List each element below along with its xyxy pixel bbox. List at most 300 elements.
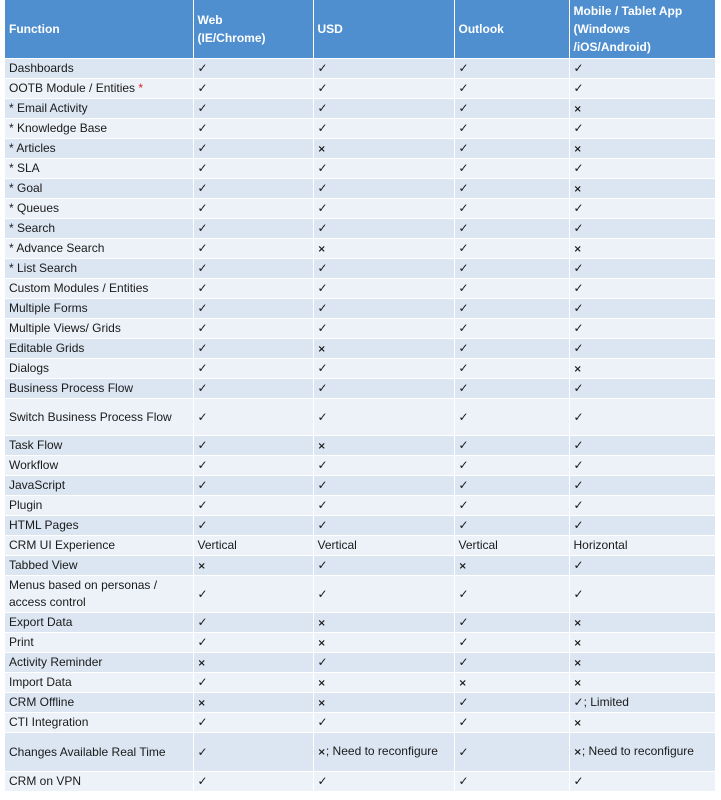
function-label: JavaScript bbox=[9, 478, 66, 492]
support-cell bbox=[454, 359, 569, 379]
check-icon: ✓ bbox=[317, 281, 328, 295]
check-icon: ✓ bbox=[317, 715, 328, 729]
check-icon: ✓ bbox=[197, 181, 208, 195]
support-cell bbox=[193, 496, 313, 516]
check-icon: ✓ bbox=[458, 221, 469, 235]
check-icon: ✓ bbox=[573, 438, 584, 452]
function-label: * Articles bbox=[9, 141, 56, 155]
support-cell bbox=[569, 359, 715, 379]
check-icon: ✓ bbox=[458, 181, 469, 195]
support-cell bbox=[193, 733, 313, 772]
support-cell bbox=[193, 436, 313, 456]
support-cell bbox=[454, 319, 569, 339]
cross-icon: × bbox=[317, 617, 326, 629]
check-icon: ✓ bbox=[317, 586, 328, 601]
feature-comparison-table bbox=[5, 0, 716, 792]
function-cell bbox=[5, 99, 193, 119]
check-icon: ✓ bbox=[573, 201, 584, 215]
support-cell bbox=[454, 119, 569, 139]
header-row bbox=[5, 0, 715, 59]
check-icon: ✓ bbox=[197, 281, 208, 295]
cross-icon: × bbox=[197, 697, 206, 709]
check-icon: ✓ bbox=[458, 715, 469, 729]
function-cell bbox=[5, 339, 193, 359]
table-row bbox=[5, 733, 715, 772]
function-label: Workflow bbox=[9, 458, 59, 472]
support-cell bbox=[454, 576, 569, 613]
support-cell bbox=[313, 279, 454, 299]
table-row bbox=[5, 199, 715, 219]
check-icon: ✓ bbox=[197, 774, 208, 788]
check-icon: ✓ bbox=[317, 121, 328, 135]
cross-icon: × bbox=[573, 183, 582, 195]
header-line: Outlook bbox=[458, 22, 504, 36]
function-label: Menus based on personas / access control bbox=[9, 578, 158, 609]
function-cell bbox=[5, 139, 193, 159]
header-usd bbox=[313, 0, 454, 59]
check-icon: ✓ bbox=[573, 498, 584, 512]
header-line: (Windows bbox=[573, 22, 631, 36]
function-cell bbox=[5, 379, 193, 399]
support-cell bbox=[569, 319, 715, 339]
support-cell bbox=[313, 713, 454, 733]
support-cell bbox=[193, 713, 313, 733]
function-label: CRM UI Experience bbox=[9, 538, 116, 552]
function-label: * Advance Search bbox=[9, 241, 105, 255]
function-label: Print bbox=[9, 635, 34, 649]
table-row bbox=[5, 339, 715, 359]
function-cell bbox=[5, 536, 193, 556]
check-icon: ✓ bbox=[458, 201, 469, 215]
support-cell bbox=[313, 436, 454, 456]
support-cell bbox=[454, 259, 569, 279]
support-cell bbox=[313, 399, 454, 436]
check-icon: ✓ bbox=[197, 744, 208, 759]
check-icon: ✓ bbox=[197, 241, 208, 255]
header-line: Mobile / Tablet App bbox=[573, 4, 683, 18]
support-cell bbox=[313, 99, 454, 119]
support-cell bbox=[569, 576, 715, 613]
support-cell bbox=[193, 653, 313, 673]
support-cell bbox=[569, 653, 715, 673]
check-icon: ✓ bbox=[197, 161, 208, 175]
support-cell bbox=[313, 299, 454, 319]
function-cell bbox=[5, 556, 193, 576]
check-icon: ✓ bbox=[573, 121, 584, 135]
table-row bbox=[5, 239, 715, 259]
function-label: Editable Grids bbox=[9, 341, 85, 355]
support-cell bbox=[454, 399, 569, 436]
table-row bbox=[5, 456, 715, 476]
check-icon: ✓ bbox=[573, 321, 584, 335]
header-line: Function bbox=[9, 22, 60, 36]
support-cell bbox=[193, 556, 313, 576]
support-cell bbox=[193, 693, 313, 713]
support-cell bbox=[193, 399, 313, 436]
check-icon: ✓ bbox=[317, 221, 328, 235]
table-row bbox=[5, 516, 715, 536]
support-cell bbox=[193, 239, 313, 259]
support-cell bbox=[569, 139, 715, 159]
function-label: * Email Activity bbox=[9, 101, 88, 115]
function-cell bbox=[5, 673, 193, 693]
check-icon: ✓ bbox=[458, 341, 469, 355]
support-cell bbox=[193, 119, 313, 139]
support-cell bbox=[454, 456, 569, 476]
function-label: Task Flow bbox=[9, 438, 63, 452]
function-label: * Queues bbox=[9, 201, 60, 215]
support-cell bbox=[193, 99, 313, 119]
support-cell bbox=[454, 693, 569, 713]
check-icon: ✓ bbox=[573, 61, 584, 75]
value-cell: Vertical bbox=[454, 536, 569, 556]
check-icon: ✓ bbox=[317, 381, 328, 395]
cross-icon: × bbox=[573, 677, 582, 689]
table-row bbox=[5, 399, 715, 436]
check-icon: ✓ bbox=[317, 201, 328, 215]
check-icon: ✓ bbox=[458, 586, 469, 601]
check-icon: ✓ bbox=[317, 498, 328, 512]
support-cell bbox=[454, 179, 569, 199]
support-cell bbox=[313, 673, 454, 693]
check-icon: ✓ bbox=[458, 141, 469, 155]
function-cell bbox=[5, 79, 193, 99]
table-row bbox=[5, 119, 715, 139]
table-row bbox=[5, 139, 715, 159]
table-row bbox=[5, 299, 715, 319]
cross-icon: × bbox=[573, 617, 582, 629]
check-icon: ✓ bbox=[573, 695, 584, 709]
function-cell bbox=[5, 772, 193, 792]
support-cell bbox=[454, 159, 569, 179]
check-icon: ✓ bbox=[573, 478, 584, 492]
check-icon: ✓ bbox=[458, 321, 469, 335]
check-icon: ✓ bbox=[458, 101, 469, 115]
table-row bbox=[5, 713, 715, 733]
cross-icon: × bbox=[458, 677, 467, 689]
function-cell bbox=[5, 259, 193, 279]
check-icon: ✓ bbox=[458, 281, 469, 295]
support-cell bbox=[569, 199, 715, 219]
support-cell bbox=[193, 259, 313, 279]
check-icon: ✓ bbox=[197, 121, 208, 135]
cross-icon: × bbox=[573, 747, 582, 758]
support-cell bbox=[193, 159, 313, 179]
function-cell bbox=[5, 653, 193, 673]
support-cell bbox=[313, 576, 454, 613]
check-icon: ✓ bbox=[317, 81, 328, 95]
check-icon: ✓ bbox=[573, 161, 584, 175]
check-icon: ✓ bbox=[197, 201, 208, 215]
support-cell bbox=[454, 99, 569, 119]
check-icon: ✓ bbox=[197, 635, 208, 649]
function-cell bbox=[5, 713, 193, 733]
support-cell bbox=[313, 379, 454, 399]
check-icon: ✓ bbox=[317, 61, 328, 75]
check-icon: ✓ bbox=[317, 181, 328, 195]
support-cell bbox=[313, 239, 454, 259]
support-cell bbox=[193, 379, 313, 399]
support-cell bbox=[569, 693, 715, 713]
cross-icon: × bbox=[573, 363, 582, 375]
support-cell bbox=[569, 613, 715, 633]
function-cell bbox=[5, 199, 193, 219]
check-icon: ✓ bbox=[458, 301, 469, 315]
table-row bbox=[5, 496, 715, 516]
function-label: Business Process Flow bbox=[9, 381, 134, 395]
support-cell bbox=[454, 59, 569, 79]
table-row bbox=[5, 379, 715, 399]
function-cell bbox=[5, 693, 193, 713]
function-label: Export Data bbox=[9, 615, 73, 629]
support-cell bbox=[569, 79, 715, 99]
support-cell bbox=[454, 199, 569, 219]
required-asterisk: * bbox=[138, 81, 144, 95]
check-icon: ✓ bbox=[317, 409, 328, 424]
check-icon: ✓ bbox=[317, 321, 328, 335]
support-cell bbox=[569, 399, 715, 436]
cross-icon: × bbox=[317, 697, 326, 709]
function-label: Dialogs bbox=[9, 361, 50, 375]
support-cell bbox=[313, 339, 454, 359]
cross-icon: × bbox=[317, 343, 326, 355]
support-cell bbox=[569, 556, 715, 576]
function-cell bbox=[5, 476, 193, 496]
function-cell bbox=[5, 496, 193, 516]
function-cell bbox=[5, 516, 193, 536]
table-row bbox=[5, 772, 715, 792]
table-row bbox=[5, 476, 715, 496]
support-cell bbox=[193, 576, 313, 613]
support-cell bbox=[313, 359, 454, 379]
support-cell bbox=[313, 219, 454, 239]
check-icon: ✓ bbox=[317, 774, 328, 788]
function-label: Dashboards bbox=[9, 61, 74, 75]
function-cell bbox=[5, 633, 193, 653]
check-icon: ✓ bbox=[458, 381, 469, 395]
function-label: HTML Pages bbox=[9, 518, 79, 532]
function-cell bbox=[5, 456, 193, 476]
function-cell bbox=[5, 159, 193, 179]
table-row bbox=[5, 219, 715, 239]
check-icon: ✓ bbox=[458, 774, 469, 788]
function-label: Custom Modules / Entities bbox=[9, 281, 149, 295]
cross-icon: × bbox=[317, 747, 326, 758]
support-cell bbox=[193, 359, 313, 379]
table-body bbox=[5, 59, 715, 792]
support-cell bbox=[313, 259, 454, 279]
support-cell bbox=[313, 556, 454, 576]
function-cell bbox=[5, 59, 193, 79]
check-icon: ✓ bbox=[197, 221, 208, 235]
check-icon: ✓ bbox=[573, 558, 584, 572]
support-cell bbox=[313, 772, 454, 792]
check-icon: ✓ bbox=[197, 586, 208, 601]
check-icon: ✓ bbox=[197, 81, 208, 95]
function-cell bbox=[5, 179, 193, 199]
header-line: (IE/Chrome) bbox=[197, 31, 266, 45]
cross-icon: × bbox=[573, 103, 582, 115]
header-web bbox=[193, 0, 313, 59]
function-label: Plugin bbox=[9, 498, 43, 512]
support-cell bbox=[454, 339, 569, 359]
table-row bbox=[5, 79, 715, 99]
check-icon: ✓ bbox=[317, 655, 328, 669]
check-icon: ✓ bbox=[573, 409, 584, 424]
check-icon: ✓ bbox=[317, 558, 328, 572]
support-cell bbox=[313, 79, 454, 99]
support-cell bbox=[569, 713, 715, 733]
support-cell bbox=[454, 516, 569, 536]
table-row bbox=[5, 159, 715, 179]
function-cell bbox=[5, 576, 193, 613]
support-cell bbox=[569, 633, 715, 653]
cross-icon: × bbox=[317, 143, 326, 155]
support-cell bbox=[313, 653, 454, 673]
header-mobile bbox=[569, 0, 715, 59]
support-cell bbox=[193, 476, 313, 496]
header-line: /iOS/Android) bbox=[573, 40, 651, 54]
support-cell bbox=[193, 456, 313, 476]
check-icon: ✓ bbox=[197, 341, 208, 355]
support-cell bbox=[569, 496, 715, 516]
function-label: * List Search bbox=[9, 261, 78, 275]
header-outlook bbox=[454, 0, 569, 59]
table-row bbox=[5, 279, 715, 299]
function-label: * Goal bbox=[9, 181, 43, 195]
function-label: Changes Available Real Time bbox=[9, 744, 166, 759]
check-icon: ✓ bbox=[458, 695, 469, 709]
support-cell bbox=[569, 299, 715, 319]
support-cell bbox=[569, 259, 715, 279]
check-icon: ✓ bbox=[317, 478, 328, 492]
support-cell bbox=[193, 633, 313, 653]
check-icon: ✓ bbox=[197, 458, 208, 472]
table-row bbox=[5, 613, 715, 633]
check-icon: ✓ bbox=[197, 301, 208, 315]
support-cell bbox=[193, 279, 313, 299]
check-icon: ✓ bbox=[458, 635, 469, 649]
cross-icon: × bbox=[458, 560, 467, 572]
check-icon: ✓ bbox=[197, 478, 208, 492]
support-cell bbox=[454, 653, 569, 673]
support-cell bbox=[313, 476, 454, 496]
support-cell bbox=[569, 673, 715, 693]
support-cell bbox=[454, 379, 569, 399]
function-label: Multiple Views/ Grids bbox=[9, 321, 121, 335]
check-icon: ✓ bbox=[197, 361, 208, 375]
check-icon: ✓ bbox=[458, 61, 469, 75]
support-cell bbox=[454, 79, 569, 99]
support-cell bbox=[569, 456, 715, 476]
support-cell bbox=[193, 79, 313, 99]
support-cell bbox=[313, 633, 454, 653]
table-row bbox=[5, 259, 715, 279]
support-cell bbox=[193, 59, 313, 79]
check-icon: ✓ bbox=[197, 381, 208, 395]
check-icon: ✓ bbox=[458, 241, 469, 255]
support-cell bbox=[454, 139, 569, 159]
support-cell bbox=[313, 733, 454, 772]
cross-icon: × bbox=[573, 143, 582, 155]
check-icon: ✓ bbox=[573, 281, 584, 295]
support-cell bbox=[569, 119, 715, 139]
support-cell bbox=[569, 59, 715, 79]
support-cell bbox=[454, 733, 569, 772]
support-cell bbox=[454, 613, 569, 633]
support-cell bbox=[313, 693, 454, 713]
support-cell bbox=[569, 516, 715, 536]
check-icon: ✓ bbox=[573, 221, 584, 235]
support-cell bbox=[193, 299, 313, 319]
support-cell bbox=[569, 339, 715, 359]
function-label: Switch Business Process Flow bbox=[9, 409, 172, 424]
header-line: Web bbox=[197, 13, 223, 27]
function-label: Tabbed View bbox=[9, 558, 78, 572]
cell-note: ; Limited bbox=[583, 695, 629, 709]
check-icon: ✓ bbox=[573, 301, 584, 315]
cross-icon: × bbox=[573, 717, 582, 729]
support-cell bbox=[454, 633, 569, 653]
cross-icon: × bbox=[197, 560, 206, 572]
function-cell bbox=[5, 279, 193, 299]
check-icon: ✓ bbox=[317, 261, 328, 275]
cross-icon: × bbox=[573, 637, 582, 649]
cross-icon: × bbox=[317, 243, 326, 255]
check-icon: ✓ bbox=[317, 161, 328, 175]
support-cell bbox=[313, 456, 454, 476]
function-label: Activity Reminder bbox=[9, 655, 103, 669]
check-icon: ✓ bbox=[197, 321, 208, 335]
check-icon: ✓ bbox=[458, 81, 469, 95]
check-icon: ✓ bbox=[458, 121, 469, 135]
check-icon: ✓ bbox=[197, 101, 208, 115]
table-row bbox=[5, 653, 715, 673]
function-label: CRM on VPN bbox=[9, 774, 82, 788]
cell-note: ; Need to reconfigure bbox=[325, 744, 438, 758]
table-row bbox=[5, 633, 715, 653]
check-icon: ✓ bbox=[573, 81, 584, 95]
check-icon: ✓ bbox=[197, 261, 208, 275]
cross-icon: × bbox=[317, 440, 326, 452]
function-label: * SLA bbox=[9, 161, 40, 175]
table-row bbox=[5, 693, 715, 713]
support-cell bbox=[569, 436, 715, 456]
support-cell bbox=[454, 673, 569, 693]
function-label: * Knowledge Base bbox=[9, 121, 108, 135]
check-icon: ✓ bbox=[317, 101, 328, 115]
check-icon: ✓ bbox=[197, 518, 208, 532]
function-label: Import Data bbox=[9, 675, 72, 689]
function-label: Multiple Forms bbox=[9, 301, 88, 315]
table-row bbox=[5, 673, 715, 693]
function-cell bbox=[5, 119, 193, 139]
support-cell bbox=[454, 299, 569, 319]
check-icon: ✓ bbox=[573, 586, 584, 601]
function-cell bbox=[5, 399, 193, 436]
support-cell bbox=[454, 713, 569, 733]
header-function bbox=[5, 0, 193, 59]
check-icon: ✓ bbox=[197, 61, 208, 75]
check-icon: ✓ bbox=[573, 381, 584, 395]
check-icon: ✓ bbox=[317, 361, 328, 375]
table-row bbox=[5, 359, 715, 379]
support-cell bbox=[313, 516, 454, 536]
support-cell bbox=[569, 179, 715, 199]
check-icon: ✓ bbox=[573, 341, 584, 355]
function-cell bbox=[5, 319, 193, 339]
value-cell: Vertical bbox=[193, 536, 313, 556]
